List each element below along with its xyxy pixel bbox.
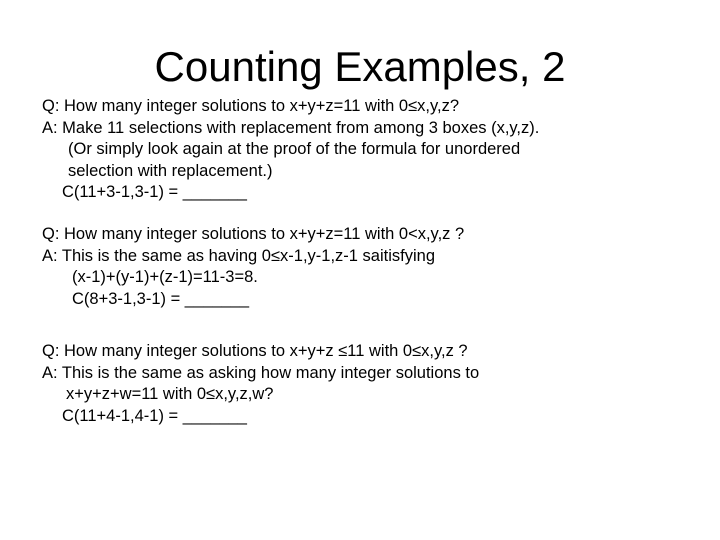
answer-line: A: This is the same as having 0≤x-1,y-1,z-1 saitisfying — [42, 246, 435, 265]
slide-title — [0, 42, 720, 92]
answer-line: A: This is the same as asking how many integer solutions to — [42, 363, 480, 382]
formula-line: C(11+3-1,3-1) = _______ — [62, 183, 247, 202]
formula-line: C(8+3-1,3-1) = _______ — [72, 289, 250, 308]
slide-title-text: Counting Examples, 2 — [154, 43, 566, 90]
formula-line: C(11+4-1,4-1) = _______ — [62, 406, 247, 425]
answer-detail-line: selection with replacement.) — [68, 161, 273, 180]
example-block-2 — [42, 224, 702, 310]
example-block-1 — [42, 96, 702, 204]
answer-detail-line: (x-1)+(y-1)+(z-1)=11-3=8. — [72, 268, 258, 287]
answer-line: A: Make 11 selections with replacement from among 3 boxes (x,y,z). — [42, 118, 540, 137]
question-line: Q: How many integer solutions to x+y+z=11 with 0≤x,y,z? — [42, 97, 460, 115]
question-line: Q: How many integer solutions to x+y+z=11 with 0<x,y,z ? — [42, 225, 465, 243]
answer-detail-line: x+y+z+w=11 with 0≤x,y,z,w? — [66, 385, 274, 404]
answer-detail-line: (Or simply look again at the proof of the formula for unordered — [68, 140, 521, 159]
example-block-3 — [42, 341, 702, 427]
question-line: Q: How many integer solutions to x+y+z ≤11 with 0≤x,y,z ? — [42, 342, 468, 360]
